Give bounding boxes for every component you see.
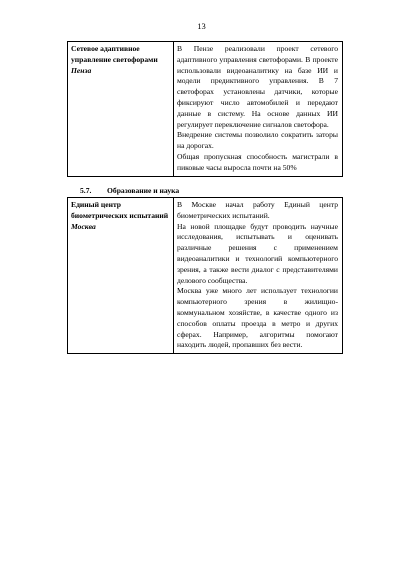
description-paragraph: В Пензе реализовали проект сетевого адаптивного управления светофорами. В проекте использовали видеоаналитику на базе ИИ и модели предиктивного управления. В 7 светофорах установлены датчики, которые фиксируют число автомобилей и передают данные в систему. На основе данных ИИ регулирует переключение сигналов светофора. <box>177 44 338 129</box>
project-description-cell <box>174 198 343 354</box>
project-city: Москва <box>71 221 96 231</box>
project-title: Единый центр биометрических испытаний <box>71 200 169 220</box>
description-paragraph: На новой площадке будут проводить научные исследования, испытывать и оценивать различные решения с применением видеоаналитики и технологий компьютерного зрения, а также вести диалог с представителями делового сообщества. <box>177 221 338 285</box>
project-name-cell <box>68 198 174 354</box>
description-paragraph: В Москве начал работу Единый центр биометрических испытаний. <box>177 200 338 220</box>
table-row <box>68 42 343 177</box>
description-paragraph: Москва уже много лет использует технологии компьютерного зрения в жилищно-коммунальном хозяйстве, в качестве одного из способов оплаты проезда в метро и других сферах. Например, алгоритмы помогают находить людей, пропавших без вести. <box>177 286 338 350</box>
table-row <box>68 198 343 354</box>
description-paragraph: Внедрение системы позволило сократить заторы на дорогах. <box>177 130 338 151</box>
section-number: 5.7. <box>80 186 92 195</box>
project-name-cell <box>68 42 174 177</box>
description-paragraph: Общая пропускная способность магистрали в пиковые часы выросла почти на 50% <box>177 151 338 172</box>
project-title: Сетевое адаптивное управление светофорами <box>71 44 158 64</box>
project-description-cell <box>174 42 343 177</box>
section-heading <box>80 186 179 196</box>
section-title: Образование и наука <box>107 186 180 195</box>
project-table-traffic <box>67 41 343 177</box>
project-table-biometrics <box>67 197 343 354</box>
page-number: 13 <box>197 21 206 31</box>
project-city: Пенза <box>71 65 92 75</box>
